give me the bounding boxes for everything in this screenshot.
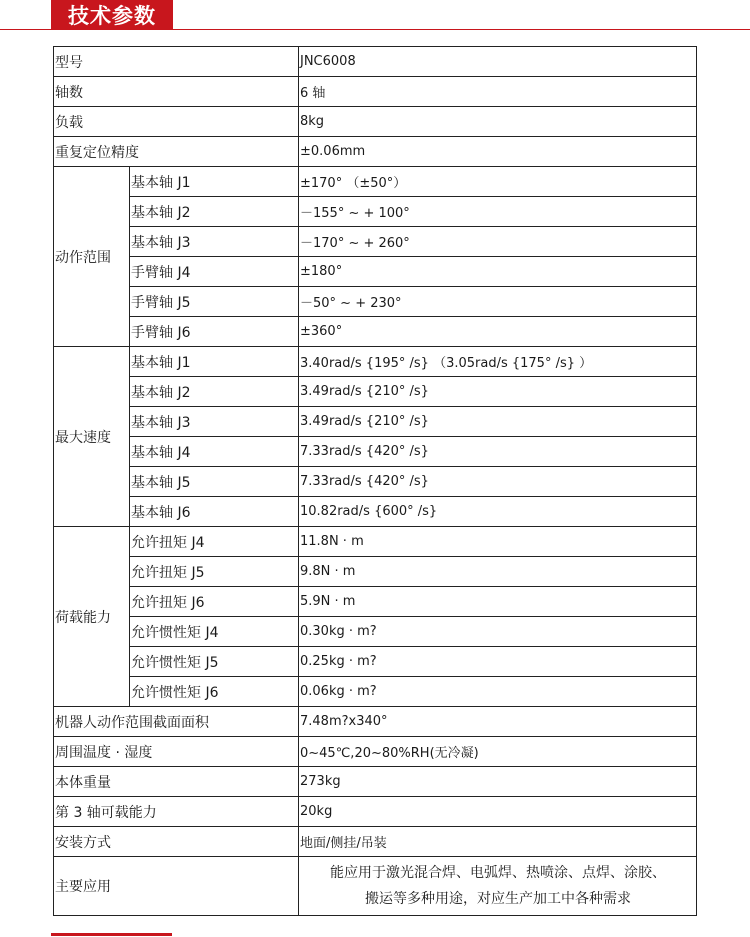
row-label: 型号 <box>54 47 299 77</box>
group-label-speed: 最大速度 <box>54 347 130 527</box>
sub-label: 基本轴 J3 <box>130 227 299 257</box>
sub-label: 基本轴 J2 <box>130 197 299 227</box>
table-row <box>54 647 697 677</box>
table-row <box>54 677 697 707</box>
row-value: 273kg <box>299 767 697 797</box>
row-value: ±180° <box>299 257 697 287</box>
table-row <box>54 737 697 767</box>
sub-label: 基本轴 J5 <box>130 467 299 497</box>
group-label-load: 荷载能力 <box>54 527 130 707</box>
row-value: 3.49rad/s {210° /s} <box>299 377 697 407</box>
row-value: 5.9N · m <box>299 587 697 617</box>
table-row <box>54 857 697 916</box>
sub-label: 允许惯性矩 J4 <box>130 617 299 647</box>
row-label: 机器人动作范围截面面积 <box>54 707 299 737</box>
row-value: 0.06kg · m? <box>299 677 697 707</box>
row-label: 重复定位精度 <box>54 137 299 167</box>
table-row <box>54 827 697 857</box>
table-row <box>54 617 697 647</box>
row-value: 7.48m?x340° <box>299 707 697 737</box>
row-value: －170° ~ + 260° <box>299 227 697 257</box>
row-label: 负载 <box>54 107 299 137</box>
sub-label: 允许扭矩 J5 <box>130 557 299 587</box>
sub-label: 基本轴 J3 <box>130 407 299 437</box>
row-value: 0.25kg · m? <box>299 647 697 677</box>
table-row <box>54 227 697 257</box>
table-row <box>54 197 697 227</box>
spec-table <box>53 46 697 916</box>
sub-label: 允许扭矩 J4 <box>130 527 299 557</box>
row-value: ±360° <box>299 317 697 347</box>
row-value: 7.33rad/s {420° /s} <box>299 467 697 497</box>
table-row <box>54 287 697 317</box>
row-label: 本体重量 <box>54 767 299 797</box>
table-row <box>54 707 697 737</box>
row-value: 地面/侧挂/吊装 <box>299 827 697 857</box>
table-row <box>54 767 697 797</box>
applications-line-1: 能应用于激光混合焊、电弧焊、热喷涂、点焊、涂胶、 <box>330 865 666 881</box>
row-value: 8kg <box>299 107 697 137</box>
table-row <box>54 167 697 197</box>
row-label: 第 3 轴可载能力 <box>54 797 299 827</box>
title-underline <box>0 29 750 30</box>
table-row <box>54 77 697 107</box>
row-value: ±0.06mm <box>299 137 697 167</box>
table-row <box>54 257 697 287</box>
sub-label: 基本轴 J2 <box>130 377 299 407</box>
row-value: －50° ~ + 230° <box>299 287 697 317</box>
table-row <box>54 587 697 617</box>
table-row <box>54 497 697 527</box>
sub-label: 基本轴 J4 <box>130 437 299 467</box>
table-row <box>54 137 697 167</box>
table-row <box>54 47 697 77</box>
sub-label: 手臂轴 J6 <box>130 317 299 347</box>
row-label: 安装方式 <box>54 827 299 857</box>
table-row <box>54 377 697 407</box>
row-value: 6 轴 <box>299 77 697 107</box>
table-row <box>54 407 697 437</box>
row-value: 11.8N · m <box>299 527 697 557</box>
table-row <box>54 527 697 557</box>
row-value: －155° ~ + 100° <box>299 197 697 227</box>
table-row <box>54 317 697 347</box>
row-value: 3.40rad/s {195° /s} （3.05rad/s {175° /s} ） <box>299 347 697 377</box>
applications-line-2: 搬运等多种用途，对应生产加工中各种需求 <box>365 891 631 907</box>
sub-label: 允许扭矩 J6 <box>130 587 299 617</box>
table-row <box>54 347 697 377</box>
applications-value <box>299 857 697 916</box>
sub-label: 基本轴 J1 <box>130 347 299 377</box>
table-row <box>54 437 697 467</box>
row-value: 10.82rad/s {600° /s} <box>299 497 697 527</box>
row-label: 周围温度 · 湿度 <box>54 737 299 767</box>
sub-label: 允许惯性矩 J6 <box>130 677 299 707</box>
sub-label: 允许惯性矩 J5 <box>130 647 299 677</box>
row-value: 0.30kg · m? <box>299 617 697 647</box>
table-row <box>54 797 697 827</box>
row-value: ±170° （±50°） <box>299 167 697 197</box>
row-value: 7.33rad/s {420° /s} <box>299 437 697 467</box>
row-label: 轴数 <box>54 77 299 107</box>
sub-label: 手臂轴 J5 <box>130 287 299 317</box>
row-value: 0~45℃,20~80%RH(无冷凝) <box>299 737 697 767</box>
row-value: 9.8N · m <box>299 557 697 587</box>
row-value: 20kg <box>299 797 697 827</box>
table-row <box>54 467 697 497</box>
group-label-range: 动作范围 <box>54 167 130 347</box>
table-row <box>54 107 697 137</box>
sub-label: 基本轴 J1 <box>130 167 299 197</box>
section-title: 技术参数 <box>51 0 173 30</box>
footer-accent-bar <box>51 933 172 936</box>
row-label: 主要应用 <box>54 857 299 916</box>
row-value: JNC6008 <box>299 47 697 77</box>
sub-label: 手臂轴 J4 <box>130 257 299 287</box>
sub-label: 基本轴 J6 <box>130 497 299 527</box>
table-row <box>54 557 697 587</box>
row-value: 3.49rad/s {210° /s} <box>299 407 697 437</box>
